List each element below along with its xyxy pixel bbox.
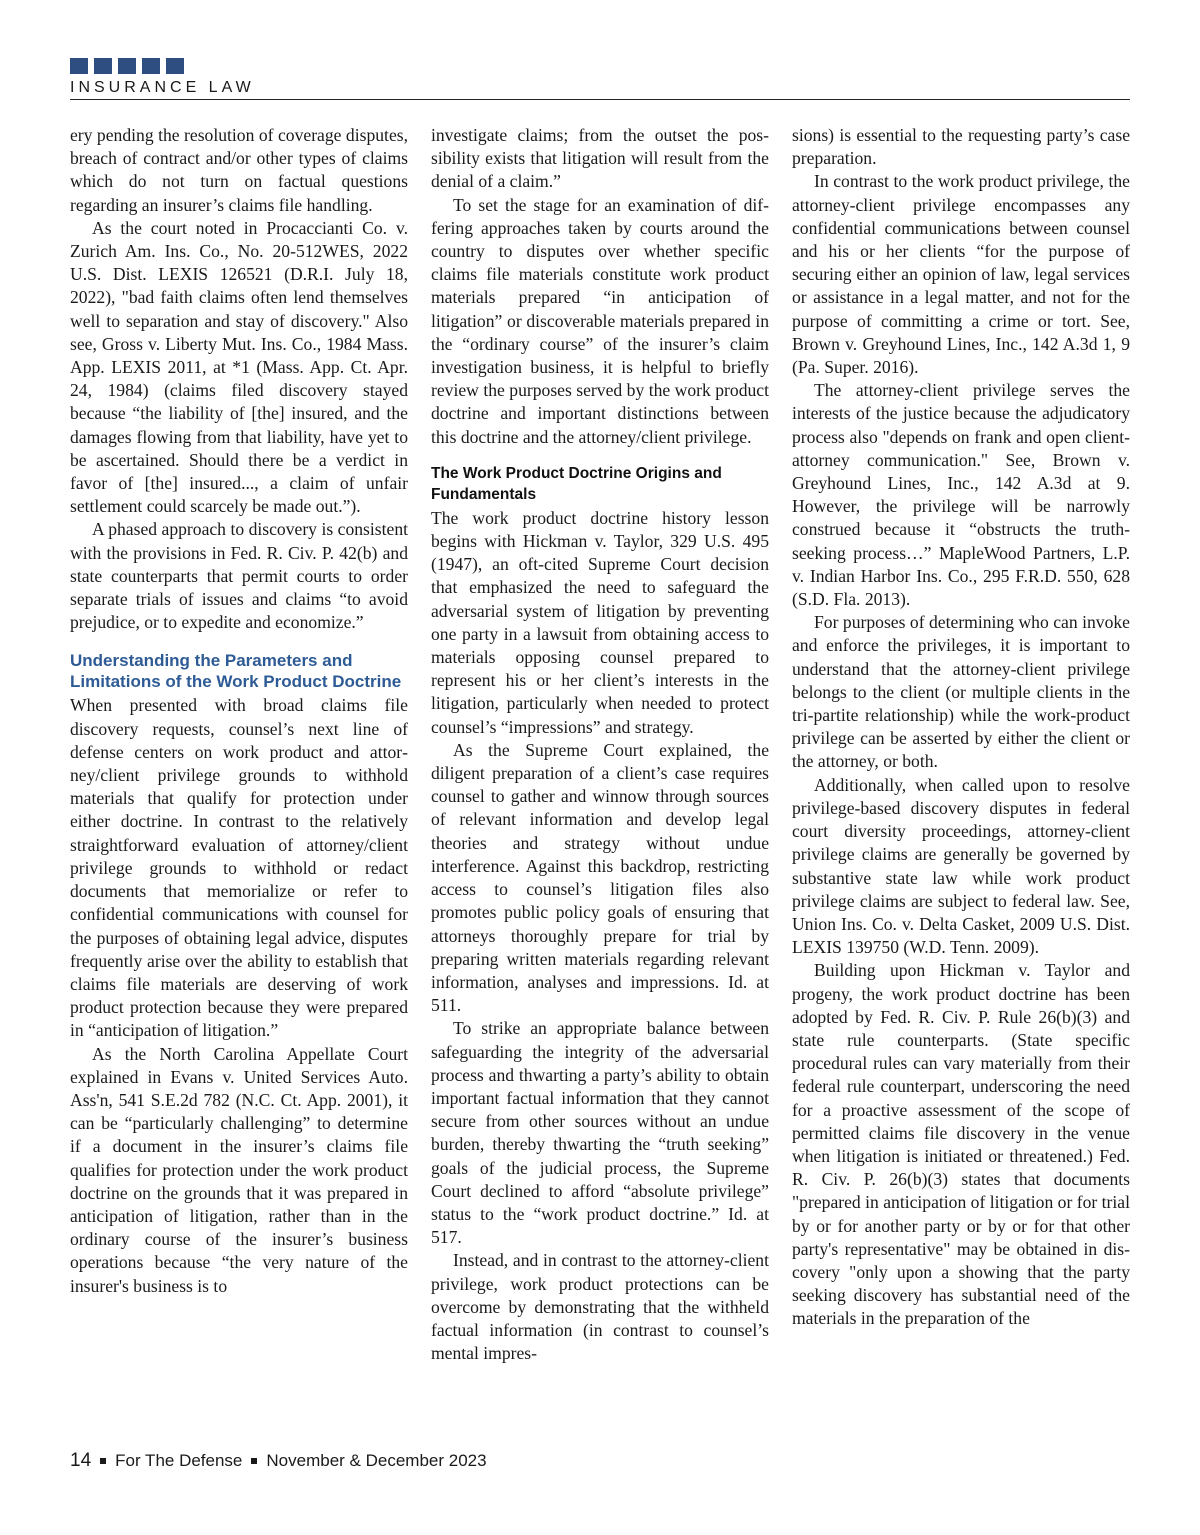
bullet-separator (251, 1458, 257, 1464)
paragraph: investigate claims; from the outset the possibility exists that litigation will result from the denial of a claim.” (431, 125, 769, 192)
page-number: 14 (70, 1450, 92, 1471)
header-square (94, 58, 112, 74)
section-heading: Understanding the Parameters and Limitations of the Work Product Doctrine (70, 651, 402, 692)
issue-date: November & December 2023 (266, 1451, 487, 1470)
page-header (70, 58, 1130, 100)
header-square (142, 58, 160, 74)
paragraph: To set the stage for an examination of differing approaches taken by courts around the country to disputes over whether specific claims file materials constitute work product materials prepared “in anticipation of litigation” or discoverable materials prepared in the “ordinary course” of the insurer’s claim investigation business, it is helpful to briefly review the purposes served by the work product doctrine and important distinctions between this doctrine and the attorney/client privilege. (431, 194, 769, 447)
bullet-separator (100, 1458, 106, 1464)
paragraph: The work product doctrine history lesson begins with Hickman v. Taylor, 329 U.S. 495 (1947), an oft-cited Supreme Court decision that emphasized the need to safeguard the adversarial system of litigation by preventing one party in a lawsuit from obtaining access to materials opposing counsel prepared to represent his or her client’s interests in the litigation, particularly when needed to protect counsel’s “impressions” and strategy. (431, 507, 769, 737)
paragraph: When presented with broad claims file discovery requests, counsel’s next line of defense centers on work product and attorney/client privilege grounds to withhold materials that qualify for protection under either doctrine. In contrast to the relatively straightforward evaluation of attorney/client privilege grounds to withhold or redact documents that memorialize or refer to confidential communications with counsel for the purposes of obtaining legal advice, disputes frequently arise over the ability to establish that claims file materials are deserving of work product protection because they were prepared in “anticipation of litigation.” (70, 695, 408, 1041)
header-squares (70, 58, 1130, 76)
publication-title: For The Defense (115, 1451, 243, 1470)
paragraph: sions) is essential to the requesting party’s case preparation. (792, 125, 1130, 169)
column-3 (792, 124, 1130, 1424)
paragraph: Additionally, when called upon to resolve privilege-based discovery disputes in federal court diversity proceedings, attorney-client privilege claims are generally be governed by substantive state law while work product privilege claims are subject to federal law. See, Union Ins. Co. v. Delta Casket, 2009 U.S. Dist. LEXIS 139750 (W.D. Tenn. 2009). (792, 774, 1130, 958)
header-square (166, 58, 184, 74)
paragraph: As the North Carolina Appellate Court explained in Evans v. United Services Auto. Ass'n, 541 S.E.2d 782 (N.C. Ct. App. 2001), it can be “particularly challenging” to determine if a document in the insurer’s claims file qualifies for protection under the work product doctrine on the grounds that it was prepared in anticipation of litigation, rather than in the ordinary course of the insurer’s business operations because “the very nature of the insurer's business is to (70, 1043, 408, 1296)
header-square (118, 58, 136, 74)
paragraph: As the Supreme Court explained, the diligent preparation of a client’s case requires counsel to gather and winnow through sources of relevant information and develop legal theories and strategy without undue interference. Against this backdrop, restricting access to counsel’s litigation files also promotes public policy goals of ensuring that attorneys thoroughly prepare for trial by preparing written materials regarding relevant information, analyses and impressions. Id. at 511. (431, 739, 769, 1016)
subsection-heading: The Work Product Doctrine Origins and Fundamentals (431, 464, 722, 503)
paragraph: Instead, and in contrast to the attorney-client privilege, work product protections can be overcome by demonstrating that the withheld factual information (in contrast to counsel’s mental impres- (431, 1250, 769, 1364)
paragraph: As the court noted in Procaccianti Co. v. Zurich Am. Ins. Co., No. 20-512WES, 2022 U.S. Dist. LEXIS 126521 (D.R.I. July 18, 2022), "bad faith claims often lend themselves well to separation and stay of discovery." Also see, Gross v. Liberty Mut. Ins. Co., 1984 Mass. App. LEXIS 2011, at *1 (Mass. App. Ct. Apr. 24, 1984) (claims filed discovery stayed because “the liability of [the] insured, and the damages flowing from that liability, have yet to be ascertained. Should there be a verdict in favor of [the] insured..., a claim of unfair settlement could scarcely be made out.”). (70, 217, 408, 517)
page-footer (70, 1450, 487, 1472)
header-square (70, 58, 88, 74)
paragraph: To strike an appropriate balance between safeguarding the integrity of the adversarial process and thwarting a party’s ability to obtain important factual information that they cannot secure from other sources without an undue burden, thereby thwarting the “truth seeking” goals of the judicial process, the Supreme Court declined to afford “absolute privilege” status to the “work product doctrine.” Id. at 517. (431, 1018, 769, 1248)
paragraph: For purposes of determining who can invoke and enforce the privileges, it is important to understand that the attorney-client privilege belongs to the client (or multiple clients in the tri-partite relationship) while the work-product privilege can be asserted by either the client or the attorney, or both. (792, 612, 1130, 772)
header-rule (70, 99, 1130, 100)
paragraph: A phased approach to discovery is consistent with the provisions in Fed. R. Civ. P. 42(b) and state counterparts that permit courts to order separate trials of issues and claims “to avoid prejudice, or to expedite and economize.” (70, 519, 408, 633)
section-label: INSURANCE LAW (70, 79, 255, 96)
paragraph: ery pending the resolution of coverage disputes, breach of contract and/or other types of claims which do not turn on factual questions regarding an insurer’s claims file handling. (70, 125, 408, 215)
paragraph: In contrast to the work product privilege, the attorney-client privilege encompasses any confidential communications between counsel and his or her clients “for the purpose of securing either an opinion of law, legal services or assistance in a legal matter, and not for the purpose of committing a crime or tort. See, Brown v. Greyhound Lines, Inc., 142 A.3d 1, 9 (Pa. Super. 2016). (792, 171, 1130, 378)
paragraph: Building upon Hickman v. Taylor and progeny, the work product doctrine has been adopted by Fed. R. Civ. P. Rule 26(b)(3) and state rule counterparts. (State specific procedural rules can vary materially from their federal rule counterpart, underscoring the need for a proactive assessment of the scope of permitted claims file discovery in the venue when litigation is initiated or threatened.) Fed. R. Civ. P. 26(b)(3) states that documents "prepared in anticipation of litigation or for trial by or for another party or by or for that other party's representative" may be obtained in discovery "only upon a showing that the party seeking discovery has substantial need of the materials in the preparation of the (792, 960, 1130, 1329)
column-2 (431, 124, 769, 1424)
paragraph: The attorney-client privilege serves the interests of the justice because the adjudicatory process also "depends on frank and open client-attorney communication." See, Brown v. Greyhound Lines, Inc., 142 A.3d at 9. However, the privilege will be narrowly construed because it “obstructs the truth-seeking process…” MapleWood Partners, L.P. v. Indian Harbor Ins. Co., 295 F.R.D. 550, 628 (S.D. Fla. 2013). (792, 380, 1130, 610)
column-1 (70, 124, 408, 1424)
